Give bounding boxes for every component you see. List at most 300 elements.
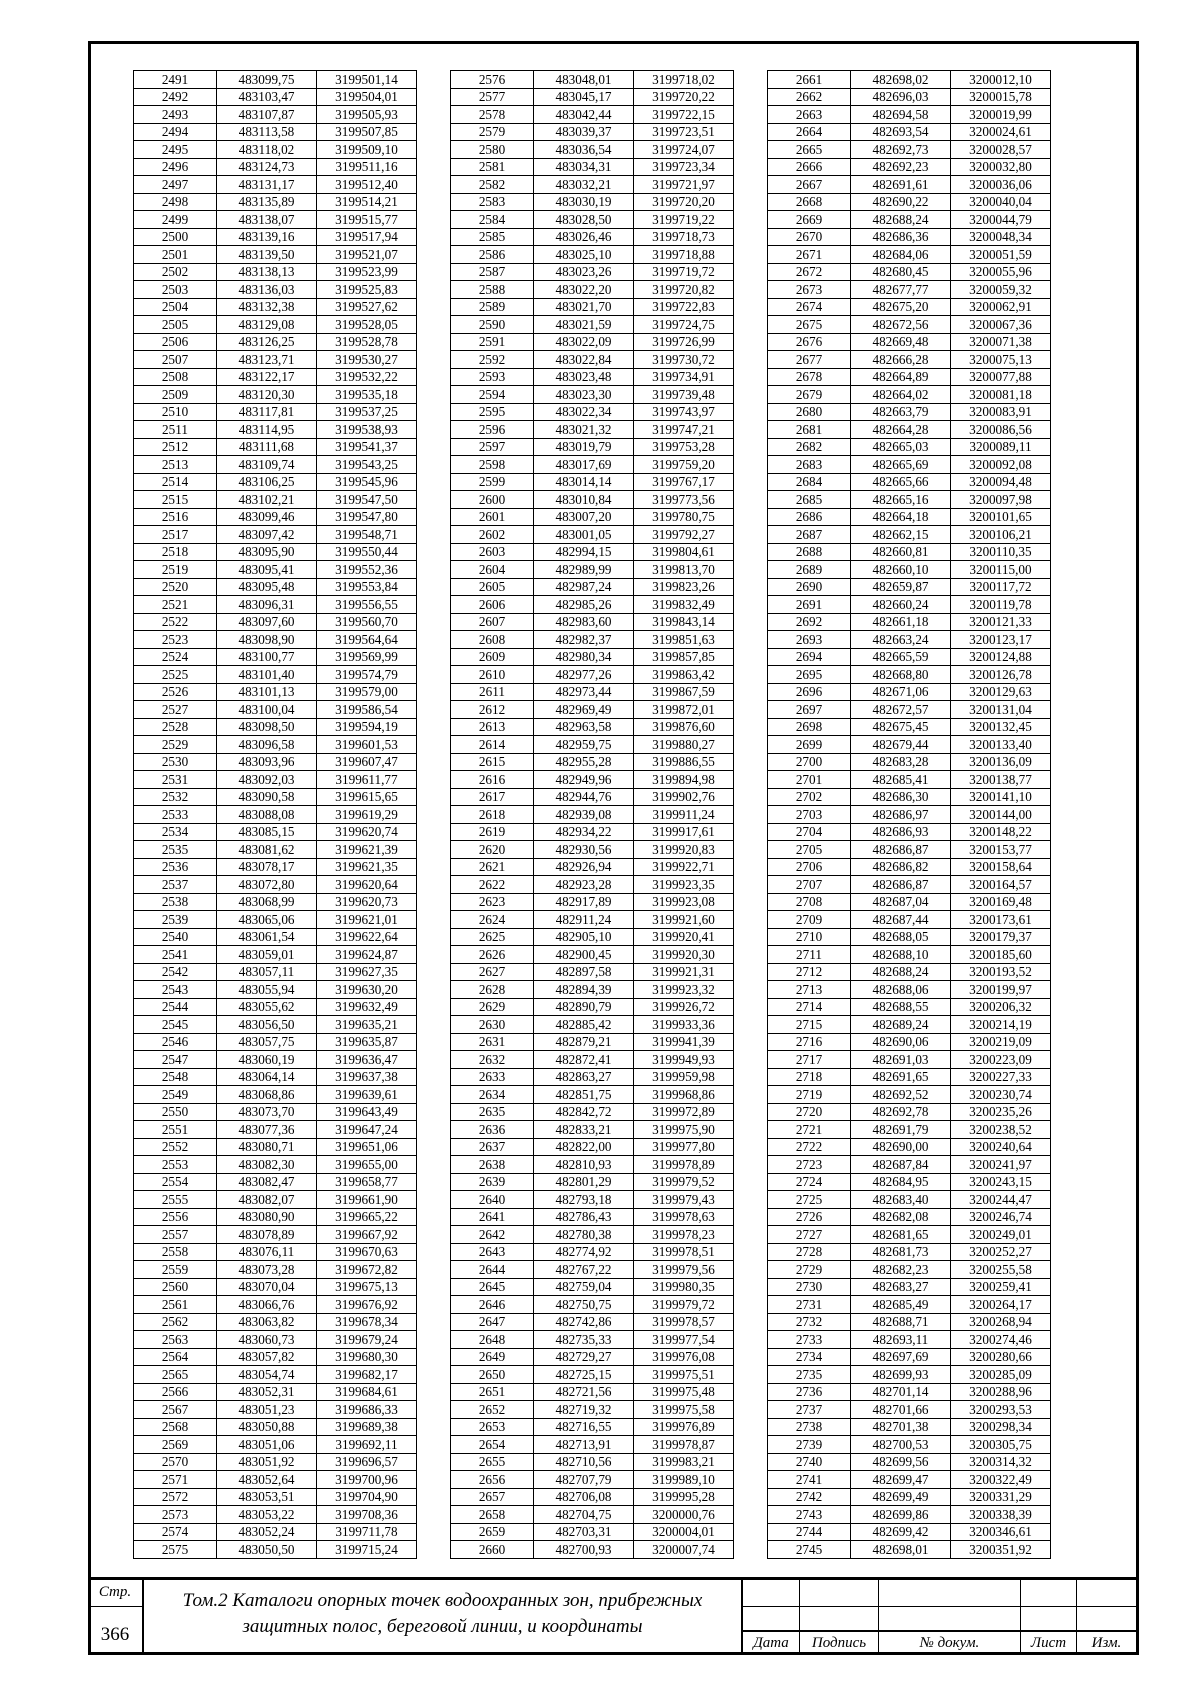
table-row	[134, 1523, 417, 1541]
point-number-cell: 2681	[768, 421, 851, 439]
point-number-cell: 2635	[451, 1103, 534, 1121]
table-row	[768, 1506, 1051, 1524]
x-coordinate-cell: 482664,18	[851, 508, 951, 526]
point-number-cell: 2727	[768, 1226, 851, 1244]
x-coordinate-cell: 482665,16	[851, 491, 951, 509]
table-row	[451, 333, 734, 351]
y-coordinate-cell: 3200264,17	[951, 1296, 1051, 1314]
point-number-cell: 2513	[134, 456, 217, 474]
point-number-cell: 2606	[451, 596, 534, 614]
point-number-cell: 2688	[768, 543, 851, 561]
y-coordinate-cell: 3199902,76	[634, 788, 734, 806]
x-coordinate-cell: 483050,50	[217, 1541, 317, 1559]
x-coordinate-cell: 482701,38	[851, 1418, 951, 1436]
table-row	[451, 666, 734, 684]
y-coordinate-cell: 3199780,75	[634, 508, 734, 526]
x-coordinate-cell: 482680,45	[851, 263, 951, 281]
point-number-cell: 2719	[768, 1086, 851, 1104]
point-number-cell: 2729	[768, 1261, 851, 1279]
x-coordinate-cell: 482659,87	[851, 578, 951, 596]
point-number-cell: 2682	[768, 438, 851, 456]
table-row	[134, 613, 417, 631]
point-number-cell: 2618	[451, 806, 534, 824]
x-coordinate-cell: 482810,93	[534, 1156, 634, 1174]
point-number-cell: 2503	[134, 281, 217, 299]
table-row	[134, 508, 417, 526]
table-row	[451, 386, 734, 404]
table-row	[134, 1016, 417, 1034]
y-coordinate-cell: 3199553,84	[317, 578, 417, 596]
y-coordinate-cell: 3200032,80	[951, 158, 1051, 176]
point-number-cell: 2630	[451, 1016, 534, 1034]
table-row	[768, 788, 1051, 806]
y-coordinate-cell: 3199921,31	[634, 963, 734, 981]
x-coordinate-cell: 482851,75	[534, 1086, 634, 1104]
x-coordinate-cell: 483042,44	[534, 106, 634, 124]
table-row	[768, 578, 1051, 596]
y-coordinate-cell: 3200133,40	[951, 736, 1051, 754]
y-coordinate-cell: 3199719,72	[634, 263, 734, 281]
table-row	[134, 141, 417, 159]
table-row	[451, 421, 734, 439]
y-coordinate-cell: 3199655,00	[317, 1156, 417, 1174]
x-coordinate-cell: 483052,24	[217, 1523, 317, 1541]
table-row	[134, 1278, 417, 1296]
table-row	[768, 1033, 1051, 1051]
x-coordinate-cell: 482686,87	[851, 876, 951, 894]
x-coordinate-cell: 482692,23	[851, 158, 951, 176]
y-coordinate-cell: 3200040,04	[951, 193, 1051, 211]
y-coordinate-cell: 3199978,57	[634, 1313, 734, 1331]
table-row	[768, 298, 1051, 316]
point-number-cell: 2548	[134, 1068, 217, 1086]
point-number-cell: 2570	[134, 1453, 217, 1471]
x-coordinate-cell: 483098,90	[217, 631, 317, 649]
x-coordinate-cell: 483056,50	[217, 1016, 317, 1034]
point-number-cell: 2701	[768, 771, 851, 789]
x-coordinate-cell: 483101,40	[217, 666, 317, 684]
y-coordinate-cell: 3199804,61	[634, 543, 734, 561]
point-number-cell: 2522	[134, 613, 217, 631]
table-row	[768, 666, 1051, 684]
point-number-cell: 2519	[134, 561, 217, 579]
y-coordinate-cell: 3199672,82	[317, 1261, 417, 1279]
table-row	[134, 1471, 417, 1489]
x-coordinate-cell: 482985,26	[534, 596, 634, 614]
y-coordinate-cell: 3199527,62	[317, 298, 417, 316]
y-coordinate-cell: 3200121,33	[951, 613, 1051, 631]
x-coordinate-cell: 482900,45	[534, 946, 634, 964]
y-coordinate-cell: 3199682,17	[317, 1366, 417, 1384]
x-coordinate-cell: 483096,31	[217, 596, 317, 614]
point-number-cell: 2685	[768, 491, 851, 509]
y-coordinate-cell: 3200126,78	[951, 666, 1051, 684]
x-coordinate-cell: 482987,24	[534, 578, 634, 596]
table-row	[134, 298, 417, 316]
y-coordinate-cell: 3199978,23	[634, 1226, 734, 1244]
table-row	[768, 543, 1051, 561]
point-number-cell: 2736	[768, 1383, 851, 1401]
point-number-cell: 2595	[451, 403, 534, 421]
y-coordinate-cell: 3199823,26	[634, 578, 734, 596]
table-row	[768, 1348, 1051, 1366]
point-number-cell: 2638	[451, 1156, 534, 1174]
point-number-cell: 2733	[768, 1331, 851, 1349]
y-coordinate-cell: 3199941,39	[634, 1033, 734, 1051]
table-row	[768, 823, 1051, 841]
x-coordinate-cell: 482685,49	[851, 1296, 951, 1314]
x-coordinate-cell: 483095,41	[217, 561, 317, 579]
y-coordinate-cell: 3199979,56	[634, 1261, 734, 1279]
x-coordinate-cell: 482665,66	[851, 473, 951, 491]
y-coordinate-cell: 3200223,09	[951, 1051, 1051, 1069]
table-row	[134, 1243, 417, 1261]
table-row	[451, 1208, 734, 1226]
table-row	[134, 561, 417, 579]
point-number-cell: 2599	[451, 473, 534, 491]
point-number-cell: 2505	[134, 316, 217, 334]
table-row	[451, 613, 734, 631]
table-row	[451, 893, 734, 911]
point-number-cell: 2679	[768, 386, 851, 404]
table-row	[768, 1261, 1051, 1279]
table-row	[768, 911, 1051, 929]
y-coordinate-cell: 3199550,44	[317, 543, 417, 561]
table-row	[134, 841, 417, 859]
x-coordinate-cell: 482687,04	[851, 893, 951, 911]
x-coordinate-cell: 483057,11	[217, 963, 317, 981]
point-number-cell: 2524	[134, 648, 217, 666]
point-number-cell: 2613	[451, 718, 534, 736]
table-row	[134, 718, 417, 736]
x-coordinate-cell: 482664,02	[851, 386, 951, 404]
y-coordinate-cell: 3199620,74	[317, 823, 417, 841]
point-number-cell: 2557	[134, 1226, 217, 1244]
table-row	[134, 438, 417, 456]
x-coordinate-cell: 483064,14	[217, 1068, 317, 1086]
point-number-cell: 2590	[451, 316, 534, 334]
table-row	[768, 928, 1051, 946]
x-coordinate-cell: 482774,92	[534, 1243, 634, 1261]
x-coordinate-cell: 482704,75	[534, 1506, 634, 1524]
x-coordinate-cell: 483026,46	[534, 228, 634, 246]
point-number-cell: 2493	[134, 106, 217, 124]
x-coordinate-cell: 482681,73	[851, 1243, 951, 1261]
y-coordinate-cell: 3199689,38	[317, 1418, 417, 1436]
table-row	[134, 631, 417, 649]
table-row	[768, 123, 1051, 141]
table-row	[451, 176, 734, 194]
x-coordinate-cell: 482721,56	[534, 1383, 634, 1401]
x-coordinate-cell: 483122,17	[217, 368, 317, 386]
table-row	[451, 701, 734, 719]
point-number-cell: 2496	[134, 158, 217, 176]
point-number-cell: 2626	[451, 946, 534, 964]
y-coordinate-cell: 3199711,78	[317, 1523, 417, 1541]
point-number-cell: 2625	[451, 928, 534, 946]
point-number-cell: 2561	[134, 1296, 217, 1314]
point-number-cell: 2692	[768, 613, 851, 631]
point-number-cell: 2545	[134, 1016, 217, 1034]
y-coordinate-cell: 3199560,70	[317, 613, 417, 631]
point-number-cell: 2518	[134, 543, 217, 561]
x-coordinate-cell: 482693,54	[851, 123, 951, 141]
point-number-cell: 2641	[451, 1208, 534, 1226]
point-number-cell: 2619	[451, 823, 534, 841]
x-coordinate-cell: 482729,27	[534, 1348, 634, 1366]
stamp-change-label: Изм.	[1091, 1635, 1122, 1651]
x-coordinate-cell: 482675,45	[851, 718, 951, 736]
table-row	[768, 1278, 1051, 1296]
point-number-cell: 2738	[768, 1418, 851, 1436]
y-coordinate-cell: 3200132,45	[951, 718, 1051, 736]
point-number-cell: 2587	[451, 263, 534, 281]
y-coordinate-cell: 3199977,80	[634, 1138, 734, 1156]
y-coordinate-cell: 3200238,52	[951, 1121, 1051, 1139]
x-coordinate-cell: 482686,30	[851, 788, 951, 806]
table-row	[134, 1086, 417, 1104]
table-row	[134, 386, 417, 404]
table-row	[768, 88, 1051, 106]
y-coordinate-cell: 3199753,28	[634, 438, 734, 456]
point-number-cell: 2565	[134, 1366, 217, 1384]
x-coordinate-cell: 483138,13	[217, 263, 317, 281]
document-title-line-1: Том.2 Каталоги опорных точек водоохранных зон, прибрежных	[182, 1590, 703, 1611]
x-coordinate-cell: 483139,16	[217, 228, 317, 246]
y-coordinate-cell: 3199721,97	[634, 176, 734, 194]
x-coordinate-cell: 482685,41	[851, 771, 951, 789]
table-row	[451, 1348, 734, 1366]
point-number-cell: 2596	[451, 421, 534, 439]
x-coordinate-cell: 483052,31	[217, 1383, 317, 1401]
x-coordinate-cell: 482684,95	[851, 1173, 951, 1191]
y-coordinate-cell: 3199867,59	[634, 683, 734, 701]
y-coordinate-cell: 3200338,39	[951, 1506, 1051, 1524]
table-row	[451, 1453, 734, 1471]
table-row	[768, 281, 1051, 299]
table-row	[451, 1086, 734, 1104]
x-coordinate-cell: 483073,70	[217, 1103, 317, 1121]
x-coordinate-cell: 482672,56	[851, 316, 951, 334]
point-number-cell: 2615	[451, 753, 534, 771]
x-coordinate-cell: 482691,65	[851, 1068, 951, 1086]
y-coordinate-cell: 3199678,34	[317, 1313, 417, 1331]
x-coordinate-cell: 482973,44	[534, 683, 634, 701]
point-number-cell: 2740	[768, 1453, 851, 1471]
table-row	[768, 1243, 1051, 1261]
table-row	[134, 158, 417, 176]
point-number-cell: 2734	[768, 1348, 851, 1366]
x-coordinate-cell: 483097,60	[217, 613, 317, 631]
point-number-cell: 2667	[768, 176, 851, 194]
table-row	[768, 351, 1051, 369]
table-row	[768, 753, 1051, 771]
y-coordinate-cell: 3200219,09	[951, 1033, 1051, 1051]
point-number-cell: 2633	[451, 1068, 534, 1086]
point-number-cell: 2568	[134, 1418, 217, 1436]
y-coordinate-cell: 3199978,51	[634, 1243, 734, 1261]
point-number-cell: 2725	[768, 1191, 851, 1209]
x-coordinate-cell: 483050,88	[217, 1418, 317, 1436]
coordinates-table-2	[450, 70, 734, 1559]
y-coordinate-cell: 3199684,61	[317, 1383, 417, 1401]
table-row	[134, 456, 417, 474]
table-row	[134, 771, 417, 789]
y-coordinate-cell: 3200094,48	[951, 473, 1051, 491]
table-row	[451, 1191, 734, 1209]
point-number-cell: 2543	[134, 981, 217, 999]
y-coordinate-cell: 3200243,15	[951, 1173, 1051, 1191]
y-coordinate-cell: 3200255,58	[951, 1261, 1051, 1279]
x-coordinate-cell: 482679,44	[851, 736, 951, 754]
y-coordinate-cell: 3199574,79	[317, 666, 417, 684]
table-row	[134, 1453, 417, 1471]
y-coordinate-cell: 3200305,75	[951, 1436, 1051, 1454]
x-coordinate-cell: 483070,04	[217, 1278, 317, 1296]
y-coordinate-cell: 3199704,90	[317, 1488, 417, 1506]
x-coordinate-cell: 482707,79	[534, 1471, 634, 1489]
table-row	[134, 1366, 417, 1384]
table-row	[768, 228, 1051, 246]
point-number-cell: 2668	[768, 193, 851, 211]
y-coordinate-cell: 3200055,96	[951, 263, 1051, 281]
point-number-cell: 2698	[768, 718, 851, 736]
table-row	[451, 1383, 734, 1401]
table-row	[768, 1051, 1051, 1069]
y-coordinate-cell: 3200259,41	[951, 1278, 1051, 1296]
point-number-cell: 2609	[451, 648, 534, 666]
x-coordinate-cell: 483118,02	[217, 141, 317, 159]
y-coordinate-cell: 3199979,72	[634, 1296, 734, 1314]
x-coordinate-cell: 482690,22	[851, 193, 951, 211]
x-coordinate-cell: 482691,79	[851, 1121, 951, 1139]
point-number-cell: 2511	[134, 421, 217, 439]
table-row	[768, 648, 1051, 666]
x-coordinate-cell: 482699,93	[851, 1366, 951, 1384]
table-row	[768, 893, 1051, 911]
table-row	[768, 1068, 1051, 1086]
x-coordinate-cell: 483057,75	[217, 1033, 317, 1051]
table-row	[451, 631, 734, 649]
point-number-cell: 2576	[451, 71, 534, 89]
point-number-cell: 2735	[768, 1366, 851, 1384]
point-number-cell: 2726	[768, 1208, 851, 1226]
point-number-cell: 2534	[134, 823, 217, 841]
x-coordinate-cell: 482665,69	[851, 456, 951, 474]
table-row	[134, 1156, 417, 1174]
table-row	[451, 911, 734, 929]
x-coordinate-cell: 483077,36	[217, 1121, 317, 1139]
x-coordinate-cell: 483100,77	[217, 648, 317, 666]
x-coordinate-cell: 482664,28	[851, 421, 951, 439]
x-coordinate-cell: 482687,84	[851, 1156, 951, 1174]
point-number-cell: 2610	[451, 666, 534, 684]
x-coordinate-cell: 482690,00	[851, 1138, 951, 1156]
x-coordinate-cell: 482691,61	[851, 176, 951, 194]
x-coordinate-cell: 482688,05	[851, 928, 951, 946]
y-coordinate-cell: 3199579,00	[317, 683, 417, 701]
point-number-cell: 2620	[451, 841, 534, 859]
x-coordinate-cell: 482780,38	[534, 1226, 634, 1244]
point-number-cell: 2696	[768, 683, 851, 701]
table-row	[768, 421, 1051, 439]
x-coordinate-cell: 482742,86	[534, 1313, 634, 1331]
x-coordinate-cell: 482890,79	[534, 998, 634, 1016]
x-coordinate-cell: 482698,01	[851, 1541, 951, 1559]
x-coordinate-cell: 482686,87	[851, 841, 951, 859]
x-coordinate-cell: 482672,57	[851, 701, 951, 719]
y-coordinate-cell: 3199980,35	[634, 1278, 734, 1296]
y-coordinate-cell: 3200081,18	[951, 386, 1051, 404]
table-row	[768, 368, 1051, 386]
y-coordinate-cell: 3199923,35	[634, 876, 734, 894]
y-coordinate-cell: 3199813,70	[634, 561, 734, 579]
coordinates-table-3	[767, 70, 1051, 1559]
point-number-cell: 2697	[768, 701, 851, 719]
x-coordinate-cell: 482934,22	[534, 823, 634, 841]
x-coordinate-cell: 482683,27	[851, 1278, 951, 1296]
table-row	[768, 211, 1051, 229]
y-coordinate-cell: 3199730,72	[634, 351, 734, 369]
point-number-cell: 2508	[134, 368, 217, 386]
x-coordinate-cell: 483081,62	[217, 841, 317, 859]
table-row	[134, 1103, 417, 1121]
table-row	[768, 1156, 1051, 1174]
y-coordinate-cell: 3199621,01	[317, 911, 417, 929]
stamp-date-label: Дата	[753, 1635, 789, 1651]
y-coordinate-cell: 3200131,04	[951, 701, 1051, 719]
y-coordinate-cell: 3200124,88	[951, 648, 1051, 666]
y-coordinate-cell: 3199720,82	[634, 281, 734, 299]
x-coordinate-cell: 482692,78	[851, 1103, 951, 1121]
y-coordinate-cell: 3200274,46	[951, 1331, 1051, 1349]
table-row	[134, 333, 417, 351]
x-coordinate-cell: 482725,15	[534, 1366, 634, 1384]
point-number-cell: 2640	[451, 1191, 534, 1209]
table-row	[134, 1068, 417, 1086]
y-coordinate-cell: 3200331,29	[951, 1488, 1051, 1506]
x-coordinate-cell: 482692,73	[851, 141, 951, 159]
x-coordinate-cell: 483098,50	[217, 718, 317, 736]
table-row	[134, 1138, 417, 1156]
table-row	[134, 176, 417, 194]
x-coordinate-cell: 483014,14	[534, 473, 634, 491]
x-coordinate-cell: 482675,20	[851, 298, 951, 316]
table-row	[768, 1103, 1051, 1121]
x-coordinate-cell: 482894,39	[534, 981, 634, 999]
x-coordinate-cell: 482982,37	[534, 631, 634, 649]
point-number-cell: 2717	[768, 1051, 851, 1069]
point-number-cell: 2554	[134, 1173, 217, 1191]
y-coordinate-cell: 3200285,09	[951, 1366, 1051, 1384]
x-coordinate-cell: 483099,46	[217, 508, 317, 526]
point-number-cell: 2575	[134, 1541, 217, 1559]
point-number-cell: 2556	[134, 1208, 217, 1226]
x-coordinate-cell: 482879,21	[534, 1033, 634, 1051]
y-coordinate-cell: 3200173,61	[951, 911, 1051, 929]
x-coordinate-cell: 483113,58	[217, 123, 317, 141]
x-coordinate-cell: 482801,29	[534, 1173, 634, 1191]
y-coordinate-cell: 3199743,97	[634, 403, 734, 421]
table-row	[451, 526, 734, 544]
x-coordinate-cell: 482759,04	[534, 1278, 634, 1296]
y-coordinate-cell: 3200036,06	[951, 176, 1051, 194]
table-row	[768, 736, 1051, 754]
x-coordinate-cell: 482923,28	[534, 876, 634, 894]
y-coordinate-cell: 3200144,00	[951, 806, 1051, 824]
x-coordinate-cell: 482706,08	[534, 1488, 634, 1506]
x-coordinate-cell: 482661,18	[851, 613, 951, 631]
